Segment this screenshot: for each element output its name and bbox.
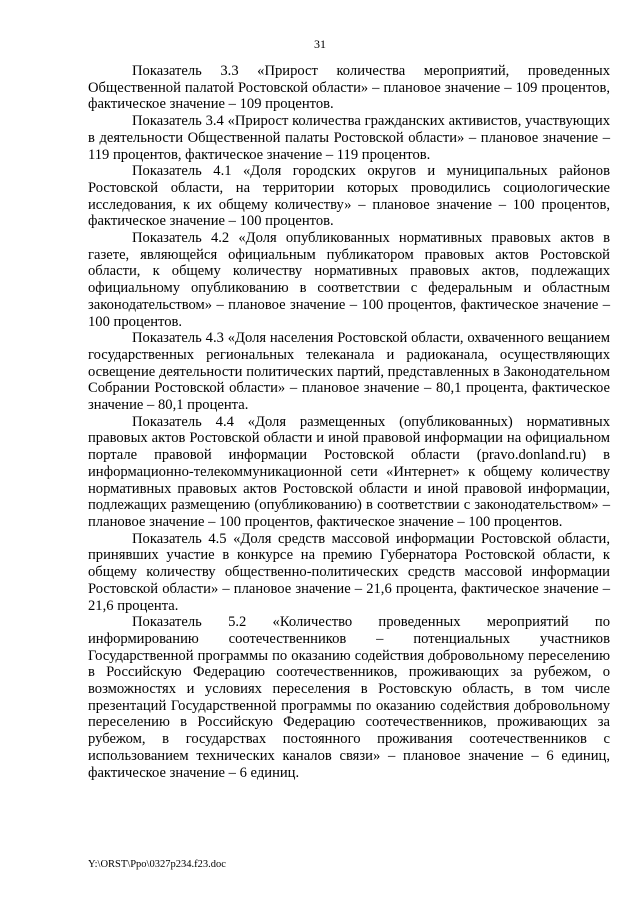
- paragraph-indicator-3-4: Показатель 3.4 «Прирост количества гражданских активистов, участвующих в деятельности Общественной палаты Ростовской области» – плановое значение – 119 процентов, фактическое значение – 119 процентов.: [88, 113, 610, 163]
- paragraph-indicator-4-2: Показатель 4.2 «Доля опубликованных нормативных правовых актов в газете, являющейся официальным публикатором правовых актов Ростовской области, к общему количеству нормативных правовых актов, подлежащих официальному опубликованию в соответствии с федеральным и областным законодательством» – плановое значение – 100 процентов, фактическое значение – 100 процентов.: [88, 230, 610, 330]
- paragraph-indicator-5-2: Показатель 5.2 «Количество проведенных мероприятий по информированию соотечественников – потенциальных участников Государственной программы по оказанию содействия добровольному переселению в Российскую Федерацию соотечественников, проживающих за рубежом, о возможностях и условиях переселения в Ростовскую область, в том числе презентаций Государственной программы по оказанию содействия добровольному переселению в Российскую Федерацию соотечественников, проживающих за рубежом, в государствах постоянного проживания соотечественников с использованием технических каналов связи» – плановое значение – 6 единиц, фактическое значение – 6 единиц.: [88, 614, 610, 781]
- document-body: [88, 63, 610, 781]
- footer-file-path: Y:\ORST\Ppo\0327p234.f23.doc: [88, 859, 226, 870]
- page-number: 31: [314, 37, 326, 51]
- paragraph-indicator-4-3: Показатель 4.3 «Доля населения Ростовской области, охваченного вещанием государственных региональных телеканала и радиоканала, осуществляющих освещение деятельности политических партий, представленных в Законодательном Собрании Ростовской области» – плановое значение – 80,1 процента, фактическое значение – 80,1 процента.: [88, 330, 610, 414]
- paragraph-indicator-4-5: Показатель 4.5 «Доля средств массовой информации Ростовской области, принявших участие в конкурсе на премию Губернатора Ростовской области, к общему количеству общественно-политических средств массовой информации Ростовской области» – плановое значение – 21,6 процента, фактическое значение – 21,6 процента.: [88, 530, 610, 614]
- paragraph-indicator-4-4: Показатель 4.4 «Доля размещенных (опубликованных) нормативных правовых актов Ростовской области и иной правовой информации на официальном портале правовой информации Ростовской области (pravo.donland.ru) в информационно-телекоммуникационной сети «Интернет» к общему количеству нормативных правовых актов Ростовской области и иной правовой информации, подлежащих размещению (опубликованию) в соответствии с законодательством» – плановое значение – 100 процентов, фактическое значение – 100 процентов.: [88, 413, 610, 530]
- paragraph-indicator-3-3: Показатель 3.3 «Прирост количества мероприятий, проведенных Общественной палатой Ростовской области» – плановое значение – 109 процентов, фактическое значение – 109 процентов.: [88, 63, 610, 113]
- paragraph-indicator-4-1: Показатель 4.1 «Доля городских округов и муниципальных районов Ростовской области, на территории которых проводились социологические исследования, к их общему количеству» – плановое значение – 100 процентов, фактическое значение – 100 процентов.: [88, 163, 610, 230]
